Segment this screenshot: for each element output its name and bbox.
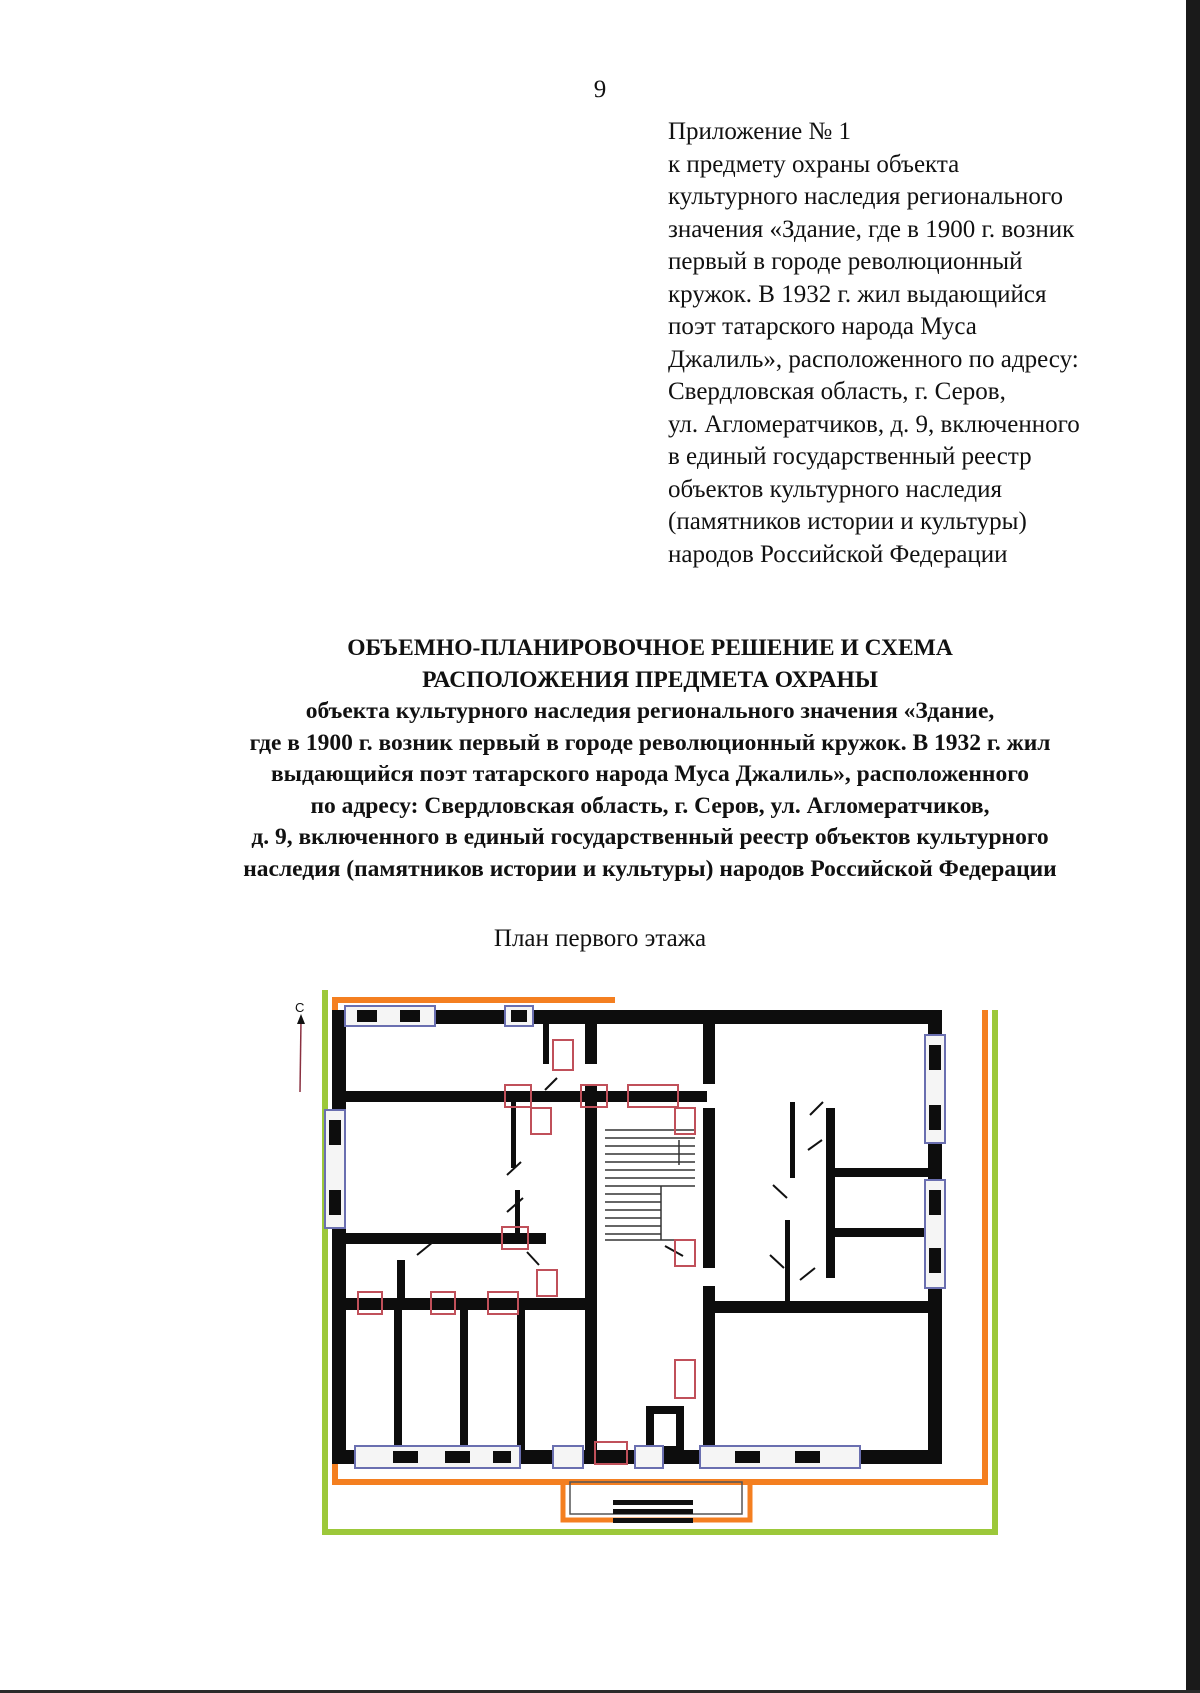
annex-line: Джалиль», расположенного по адресу: xyxy=(668,345,1079,373)
window-bottom-1 xyxy=(355,1446,520,1468)
north-label: С xyxy=(295,1000,305,1015)
heading-line: объекта культурного наследия регионального значения «Здание, xyxy=(305,698,995,724)
annex-line: культурного наследия регионального xyxy=(668,183,1063,210)
window-bottom-3 xyxy=(635,1446,663,1468)
entrance-steps xyxy=(613,1500,693,1523)
annex-line: к предмету охраны объекта xyxy=(668,150,960,178)
document-heading xyxy=(130,633,1170,885)
scan-edge-right xyxy=(1186,0,1200,1693)
annex-line: (памятников истории и культуры) xyxy=(668,508,1027,535)
heading-line: по адресу: Свердловская область, г. Серов, ул. Агломератчиков, xyxy=(310,792,990,819)
heading-line: ОБЪЕМНО-ПЛАНИРОВОЧНОЕ РЕШЕНИЕ И СХЕМА xyxy=(347,635,953,661)
door-markers xyxy=(358,1040,695,1464)
heading-line: где в 1900 г. возник первый в городе революционный кружок. В 1932 г. жил xyxy=(249,729,1051,756)
window-top-2 xyxy=(505,1006,533,1026)
annex-line: народов Российской Федерации xyxy=(668,540,1008,568)
window-right-1 xyxy=(925,1035,945,1143)
window-left-1 xyxy=(325,1110,345,1228)
plan-caption: План первого этажа xyxy=(493,925,707,952)
door-swing-marks xyxy=(417,1078,823,1280)
staircase xyxy=(605,1130,695,1240)
annex-line: Приложение № 1 xyxy=(668,118,852,145)
heading-line: выдающийся поэт татарского народа Муса Джалиль», расположенного xyxy=(270,761,1030,787)
north-arrow-icon xyxy=(297,1014,305,1092)
floor-plan xyxy=(295,990,1015,1550)
window-right-2 xyxy=(925,1180,945,1288)
annex-reference xyxy=(668,116,1188,571)
annex-line: первый в городе революционный xyxy=(668,248,1023,275)
annex-line: значения «Здание, где в 1900 г. возник xyxy=(668,215,1075,243)
annex-line: объектов культурного наследия xyxy=(668,475,1002,503)
heading-line: РАСПОЛОЖЕНИЯ ПРЕДМЕТА ОХРАНЫ xyxy=(422,666,878,693)
window-bottom-4 xyxy=(700,1446,860,1468)
window-top-1 xyxy=(345,1006,435,1026)
annex-line: ул. Агломератчиков, д. 9, включенного xyxy=(668,410,1080,438)
page-number: 9 xyxy=(593,76,607,103)
annex-line: кружок. В 1932 г. жил выдающийся xyxy=(668,280,1047,308)
window-bottom-2 xyxy=(553,1446,583,1468)
heading-line: наследия (памятников истории и культуры) народов Российской Федерации xyxy=(243,855,1057,882)
annex-line: поэт татарского народа Муса xyxy=(668,313,977,340)
interior-walls xyxy=(346,1024,928,1450)
heading-line: д. 9, включенного в единый государственный реестр объектов культурного xyxy=(251,824,1049,850)
annex-line: в единый государственный реестр xyxy=(668,443,1032,470)
annex-line: Свердловская область, г. Серов, xyxy=(668,378,1006,405)
